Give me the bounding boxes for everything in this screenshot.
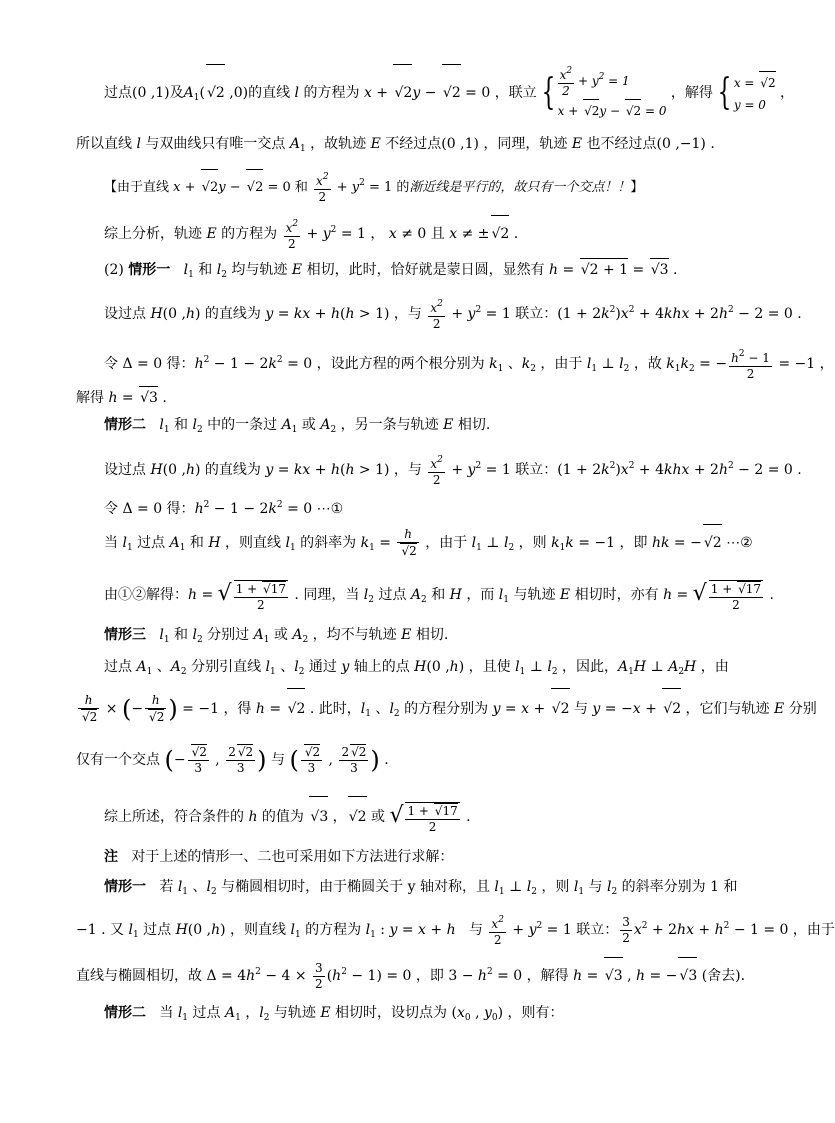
line-3: 【由于直线 x + √ 2y − √ 2 = 0 和 $\frac{x^2}{2}$ + $y^2 = 1$ 的渐近线是平行的，故只有一个交点！！】 bbox=[104, 165, 794, 201]
line-21: −1 . 又 $l_1$ 过点 H(0 ,h) ，则直线 $l_1$ 的方程为 $l_1$ : y = x + h 与 $\frac{x^2}{2}$ + $y^2 = 1$ 联立： $\frac{3}{2}$ $x^2 + 2hx + h^2 - 1 = 0$ ，由于 bbox=[76, 914, 835, 947]
line-23: 情形二 当 $l_1$ 过点 $A_1$ ，$l_2$ 与轨迹 E 相切时，设切点为 ($x_0$ , $y_0$) ，则有： bbox=[104, 1005, 564, 1023]
text: 过点(0 ,1)及 bbox=[104, 85, 184, 101]
line-20: 情形一 若 $l_1$ 、$l_2$ 与椭圆相切时，由于椭圆关于 y 轴对称，且 $l_1$ ⊥ $l_2$ ，则 $l_1$ 与 $l_2$ 的斜率分别为 1 和 bbox=[104, 879, 738, 897]
line-8: 解得 h = √ 3 . bbox=[76, 386, 794, 409]
line-16: h √ 2 × (− h √ 2 ) = −1 ，得 h = √ 2 . 此时，$l_1$ 、$l_2$ 的方程分别为 y = x + √ 2 与 y = −x + √ 2 ，它们与轨迹 E 分别 bbox=[76, 688, 794, 728]
line-22: 直线与椭圆相切，故 $\Delta = 4h^2 - 4$ × $\frac{3}{2}$ $(h^2 - 1) = 0$ ，即 $3 - h^2 = 0$ ，解得 h = √ 3 , h = −√ 3 (舍去). bbox=[76, 954, 794, 990]
line-9: 情形二 $l_1$ 和 $l_2$ 中的一条过 $A_1$ 或 $A_2$ ，另一条与轨迹 E 相切. bbox=[104, 417, 491, 435]
line-10: 设过点 H(0 ,h) 的直线为 y = kx + h(h > 1) ，与 $\frac{x^2}{2}$ + $y^2 = 1$ 联立：$(1 + 2k^2)x^2 + 4khx + 2h^2 - 2 = 0$ . bbox=[104, 454, 802, 487]
line-2: 所以直线 l 与双曲线只有唯一交点 $A_1$ ，故轨迹 E 不经过点(0 ,1) ，同理，轨迹 E 也不经过点(0 ,−1) . bbox=[76, 136, 715, 154]
line-17: 仅有一个交点 (− √ $\frac{2}{3}$ , $\frac{2√ 2}{3}$ ) 与 ( √ $\frac{2}{3}$ , $\frac{2√ 2}{3}$ ) . bbox=[76, 740, 794, 780]
line-6: 设过点 H(0 ,h) 的直线为 y = kx + h(h > 1) ，与 $\frac{x^2}{2}$ + $y^2 = 1$ 联立：$(1 + 2k^2)x^2 + 4khx + 2h^2 - 2 = 0$ . bbox=[104, 298, 802, 331]
line-13: 由①②解得：h = √ $\frac{1 + √ 17}{2}$ . 同理，当 $l_2$ 过点 $A_2$ 和 H ，而 $l_1$ 与轨迹 E 相切时，亦有 h = √ $\frac{1 + √ 17}{2}$ . bbox=[104, 574, 794, 614]
line-14: 情形三 $l_1$ 和 $l_2$ 分别过 $A_1$ 或 $A_2$ ，均不与轨迹 E 相切. bbox=[104, 627, 449, 645]
line-1: 过点(0 ,1)及$A_1(√$ 2 ,0)的直线 l 的方程为 x + √ 2y − √ 2 = 0 ，联立 { $\frac{x^2}{2}$ + $y^2 = 1$ x + √ 2y − √ 2 = 0 ，解得 { x = √ 2 y = 0 ， bbox=[104, 64, 794, 120]
line-18: 综上所述，符合条件的 h 的值为 √ 3 ，√ 2 或 √ $\frac{1 + √ 17}{2}$ . bbox=[104, 796, 794, 836]
line-11: 令 Δ = 0 得：$h^2 - 1 - 2k^2 = 0$ ⋯① bbox=[104, 500, 344, 517]
line-5: (2) 情形一 $l_1$ 和 $l_2$ 均与轨迹 E 相切，此时，恰好就是蒙日圆，显然有 h = √ 2 + 1 = √ 3 . bbox=[104, 258, 794, 286]
line-4: 综上分析，轨迹 E 的方程为 $\frac{x^2}{2}$ + $y^2 = 1$ ， x ≠ 0 且 x ≠ ±√ 2 . bbox=[104, 212, 794, 248]
line-7: 令 Δ = 0 得：$h^2 - 1 - 2k^2 = 0$ ，设此方程的两个根分别为 $k_1$ 、$k_2$ ，由于 $l_1$ ⊥ $l_2$ ，故 $k_1k_2$ = − $\frac{h^2 - 1}{2}$ = −1 ， bbox=[104, 348, 834, 381]
line-15: 过点 $A_1$ 、$A_2$ 分别引直线 $l_1$ 、$l_2$ 通过 y 轴上的点 H(0 ,h) ，且使 $l_1$ ⊥ $l_2$ ，因此，$A_1H$ ⊥ $A_2H$ ，由 bbox=[104, 659, 729, 677]
line-12: 当 $l_1$ 过点 $A_1$ 和 H ，则直线 $l_1$ 的斜率为 $k_1$ = h √ 2 ，由于 $l_1$ ⊥ $l_2$ ，则 $k_1k = -1$ ，即 hk = −√ 2 ⋯② bbox=[104, 524, 794, 560]
line-19: 注 对于上述的情形一、二也可采用如下方法进行求解： bbox=[104, 849, 454, 865]
